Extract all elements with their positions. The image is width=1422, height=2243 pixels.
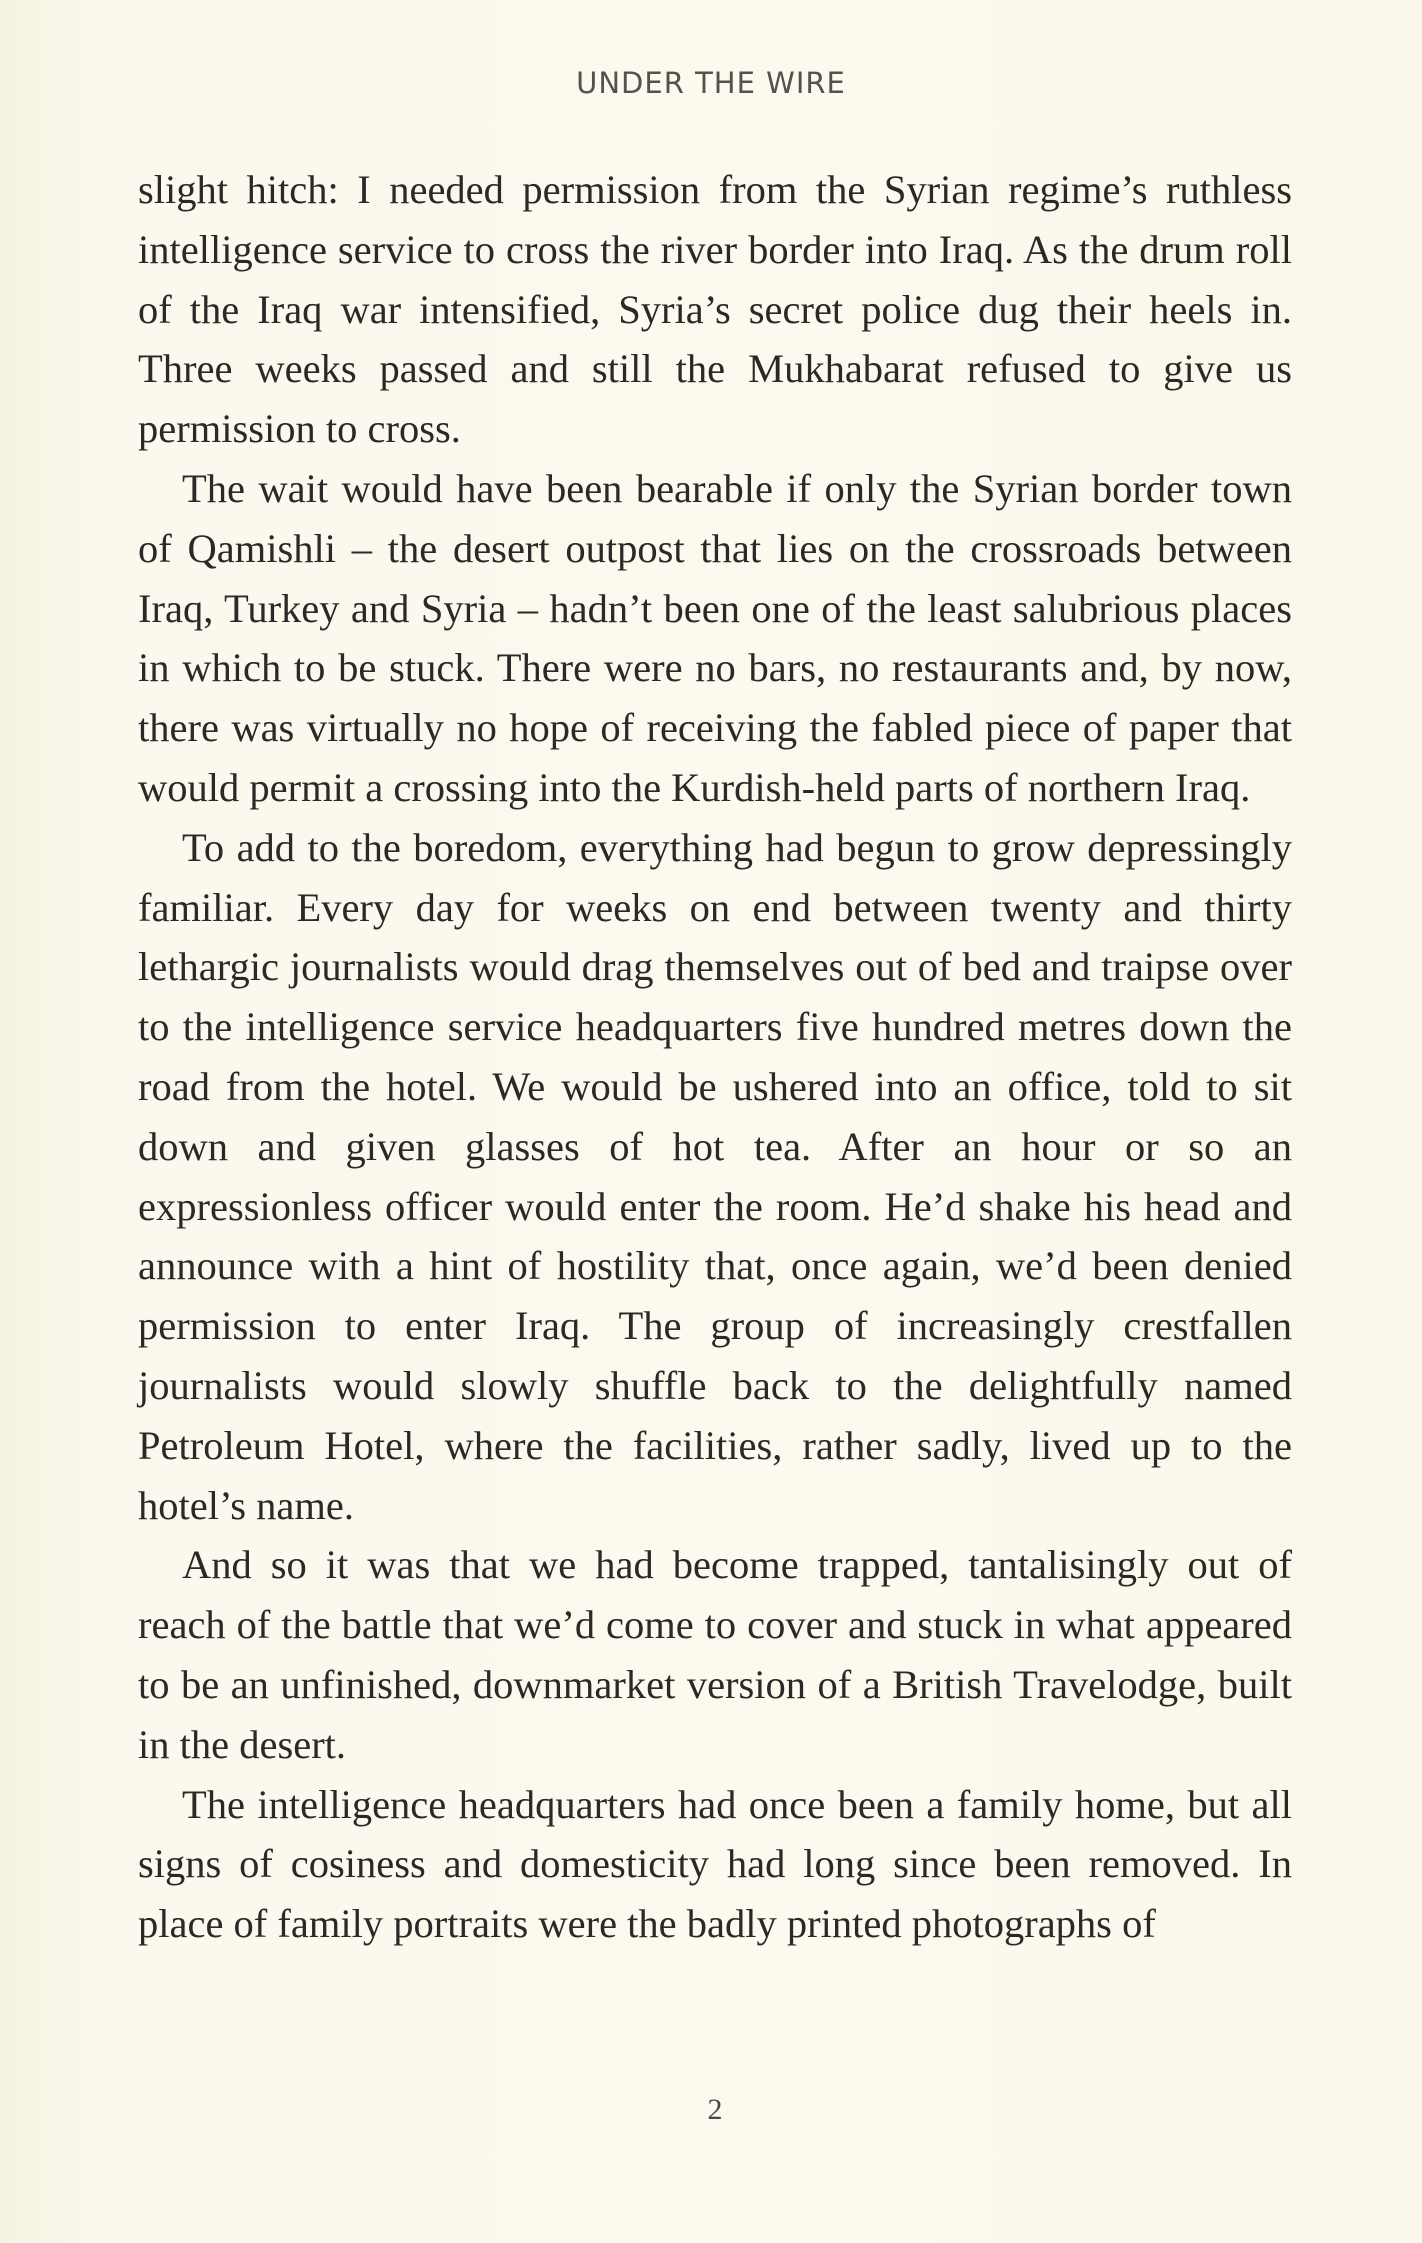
paragraph: To add to the boredom, everything had begun to grow depressingly familiar. Every day for weeks on end between twenty and thirty lethargic journalists would drag themselves out of bed and traipse over to the intelligence service headquarters five hundred metres down the road from the hotel. We would be ushered into an office, told to sit down and given glasses of hot tea. After an hour or so an expressionless officer would enter the room. He’d shake his head and announce with a hint of hostility that, once again, we’d been denied permission to enter Iraq. The group of increasingly crestfallen journalists would slowly shuffle back to the delightfully named Petroleum Hotel, where the facilities, rather sadly, lived up to the hotel’s name.: [138, 824, 1292, 1528]
paragraph: And so it was that we had become trapped, tantalisingly out of reach of the battle that we’d come to cover and stuck in what appeared to be an unfinished, downmarket version of a British Travelodge, built in the desert.: [138, 1542, 1292, 1767]
paragraph: The intelligence headquarters had once been a family home, but all signs of cosiness and domesticity had long since been removed. In place of family portraits were the badly printed photographs of: [138, 1781, 1292, 1947]
body-text: [138, 160, 1292, 1954]
running-head: UNDER THE WIRE: [576, 66, 846, 100]
page-number: 2: [707, 2093, 723, 2126]
paragraph: slight hitch: I needed permission from the Syrian regime’s ruthless intelligence service to cross the river border into Iraq. As the drum roll of the Iraq war intensified, Syria’s secret police dug their heels in. Three weeks passed and still the Mukhabarat refused to give us permission to cross.: [138, 167, 1292, 452]
paragraph: The wait would have been bearable if only the Syrian border town of Qamishli – the desert outpost that lies on the crossroads between Iraq, Turkey and Syria – hadn’t been one of the least salubrious places in which to be stuck. There were no bars, no restaurants and, by now, there was virtually no hope of receiving the fabled piece of paper that would permit a crossing into the Kurdish-held parts of northern Iraq.: [138, 465, 1292, 810]
